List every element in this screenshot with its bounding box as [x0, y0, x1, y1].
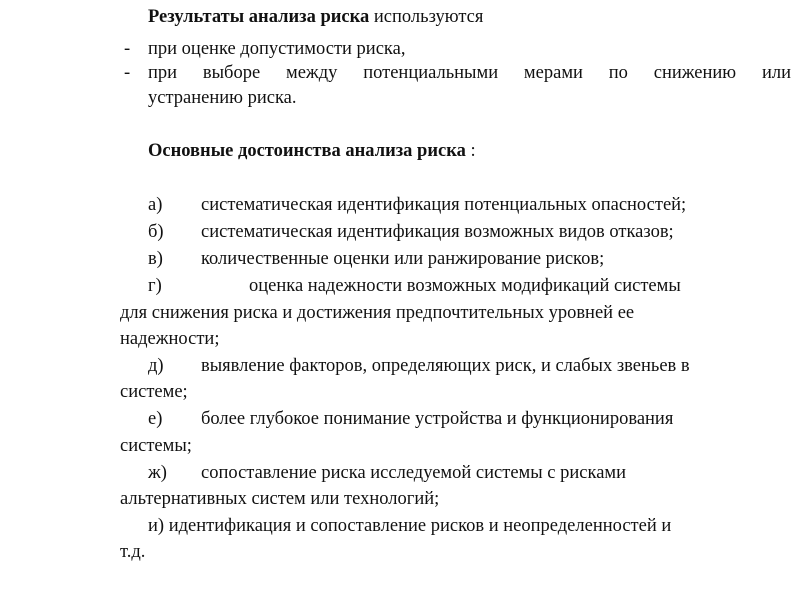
item-text: систематическая идентификация потенциальных опасностей; [201, 195, 687, 215]
bullet-text: при выборе между потенциальными мерами по снижению или [148, 63, 791, 83]
item-text: систематическая идентификация возможных видов отказов; [201, 222, 674, 242]
item-text: идентификация и сопоставление рисков и неопределенностей и [168, 516, 672, 536]
item-text: более глубокое понимание устройства и функционирования [201, 409, 674, 429]
intro-heading-bold: Результаты анализа риска [148, 7, 370, 27]
bullet-dash: - [124, 63, 131, 83]
advantage-item [148, 462, 626, 484]
item-marker: в) [148, 249, 163, 269]
item-marker: г) [148, 276, 162, 296]
intro-heading [148, 6, 483, 28]
bullet-text: при оценке допустимости риска, [148, 39, 406, 59]
item-marker: е) [148, 409, 163, 429]
item-text: оценка надежности возможных модификаций системы [249, 276, 681, 296]
item-marker: д) [148, 356, 164, 376]
item-continuation: т.д. [120, 542, 146, 562]
item-marker: б) [148, 222, 164, 242]
item-continuation: системе; [120, 382, 188, 402]
advantage-item [148, 275, 681, 297]
item-continuation: системы; [120, 436, 192, 456]
advantage-item [148, 221, 674, 243]
intro-heading-rest: используются [369, 7, 484, 27]
advantage-item [148, 515, 671, 537]
advantage-item [148, 194, 686, 216]
bullet-continuation: устранению риска. [148, 88, 297, 108]
item-continuation: альтернативных систем или технологий; [120, 489, 440, 509]
advantage-item [148, 248, 604, 270]
item-continuation: надежности; [120, 329, 220, 349]
advantages-heading-bold: Основные достоинства анализа риска [148, 141, 466, 161]
advantages-heading [148, 140, 476, 162]
advantage-item [148, 355, 690, 377]
advantage-item [148, 408, 673, 430]
item-marker: и) [148, 516, 165, 536]
item-text: выявление факторов, определяющих риск, и слабых звеньев в [201, 356, 690, 376]
bullet-dash: - [124, 39, 131, 59]
item-continuation: для снижения риска и достижения предпочтительных уровней ее [120, 303, 635, 323]
item-marker: ж) [148, 463, 167, 483]
item-text: сопоставление риска исследуемой системы с рисками [201, 463, 627, 483]
item-text: количественные оценки или ранжирование рисков; [201, 249, 605, 269]
item-marker: а) [148, 195, 163, 215]
advantages-heading-rest: : [465, 141, 476, 161]
